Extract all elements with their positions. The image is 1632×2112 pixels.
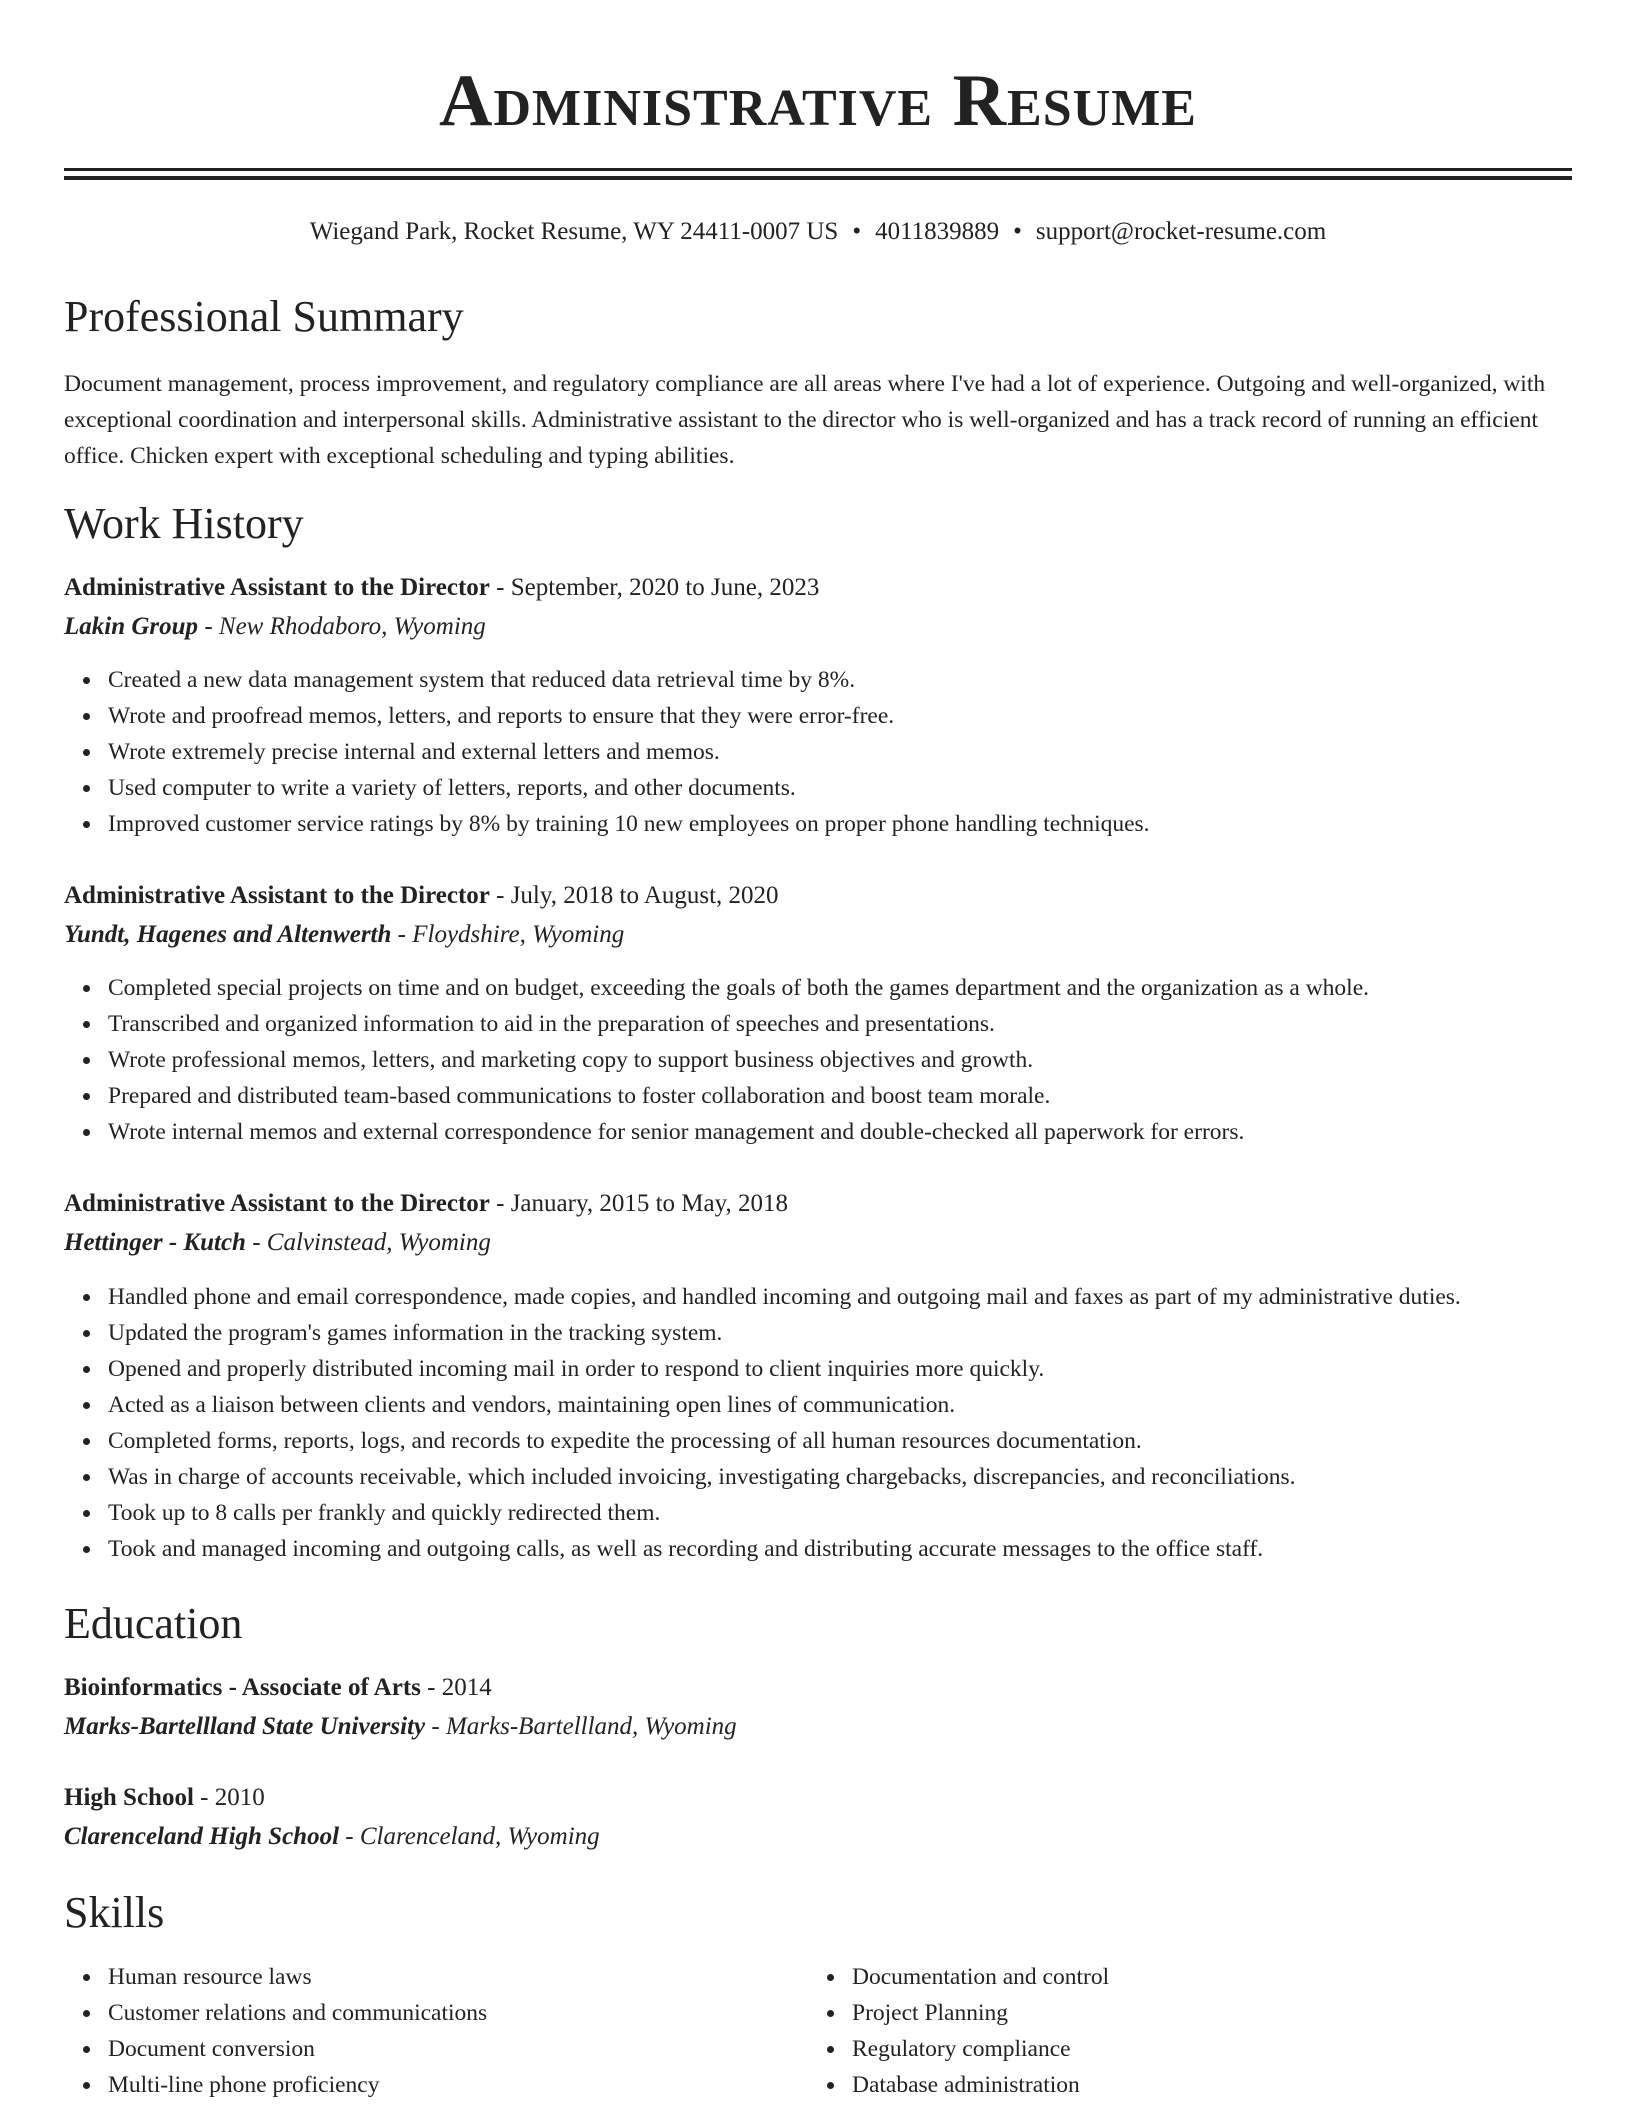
list-item: Completed special projects on time and on budget, exceeding the goals of both the games department and the organization as a whole. — [108, 970, 1572, 1006]
job-bullets — [64, 1279, 1572, 1567]
title-divider-top — [64, 168, 1572, 171]
education-school-line — [64, 1709, 737, 1745]
job-title-line — [64, 570, 819, 606]
job-dates: - September, 2020 to June, 2023 — [489, 574, 820, 601]
contact-email[interactable]: support@rocket-resume.com — [1035, 218, 1327, 245]
list-item: Wrote professional memos, letters, and marketing copy to support business objectives and growth. — [108, 1042, 1572, 1078]
job-title-line — [64, 1186, 788, 1222]
list-item: Prepared and distributed team-based communications to foster collaboration and boost team morale. — [108, 1078, 1572, 1114]
job-title: Administrative Assistant to the Director — [64, 882, 490, 909]
list-item: Wrote extremely precise internal and external letters and memos. — [108, 734, 1572, 770]
list-item: Transcribed and organized information to aid in the preparation of speeches and presentations. — [108, 1006, 1572, 1042]
education-degree: Bioinformatics - Associate of Arts — [64, 1674, 421, 1701]
title-divider-bottom — [64, 176, 1572, 180]
list-item: Opened and properly distributed incoming mail in order to respond to client inquiries more quickly. — [108, 1351, 1572, 1387]
education-degree-line — [64, 1780, 265, 1816]
skill-item: Project Planning — [852, 1995, 1552, 2031]
job-company-line — [64, 1225, 491, 1261]
list-item: Acted as a liaison between clients and vendors, maintaining open lines of communication. — [108, 1387, 1572, 1423]
job-title: Administrative Assistant to the Director — [64, 1190, 490, 1217]
job-dates: - July, 2018 to August, 2020 — [489, 882, 779, 909]
job-bullets — [64, 662, 1572, 842]
resume-title: Administrative Resume — [439, 60, 1197, 142]
section-heading-work-history: Work History — [64, 499, 304, 548]
list-item: Took and managed incoming and outgoing calls, as well as recording and distributing accurate messages to the office staff. — [108, 1531, 1572, 1567]
job-company: Yundt, Hagenes and Altenwerth — [64, 921, 392, 948]
skills-list-right — [808, 1959, 1552, 2103]
list-item: Improved customer service ratings by 8% by training 10 new employees on proper phone handling techniques. — [108, 806, 1572, 842]
job-company: Hettinger - Kutch — [64, 1229, 246, 1256]
section-heading-summary: Professional Summary — [64, 292, 464, 341]
list-item: Created a new data management system that reduced data retrieval time by 8%. — [108, 662, 1572, 698]
job-location: - Calvinstead, Wyoming — [245, 1229, 491, 1256]
skills-list-left — [64, 1959, 808, 2103]
list-item: Took up to 8 calls per frankly and quickly redirected them. — [108, 1495, 1572, 1531]
section-heading-education: Education — [64, 1599, 243, 1648]
job-title-line — [64, 878, 779, 914]
job-bullets — [64, 970, 1572, 1150]
job-company-line — [64, 917, 624, 953]
section-heading-skills: Skills — [64, 1888, 165, 1937]
education-degree-line — [64, 1670, 492, 1706]
education-year: - 2010 — [193, 1784, 265, 1811]
list-item: Was in charge of accounts receivable, which included invoicing, investigating chargebacks, discrepancies, and reconciliations. — [108, 1459, 1572, 1495]
skill-item: Multi-line phone proficiency — [108, 2067, 808, 2103]
skill-item: Document conversion — [108, 2031, 808, 2067]
list-item: Completed forms, reports, logs, and records to expedite the processing of all human resources documentation. — [108, 1423, 1572, 1459]
education-school: Clarenceland High School — [64, 1823, 340, 1850]
education-year: - 2014 — [420, 1674, 492, 1701]
contact-line — [64, 214, 1572, 250]
education-school-line — [64, 1819, 600, 1855]
list-item: Handled phone and email correspondence, made copies, and handled incoming and outgoing mail and faxes as part of my administrative duties. — [108, 1279, 1572, 1315]
education-location: - Clarenceland, Wyoming — [339, 1823, 600, 1850]
education-school: Marks-Bartellland State University — [64, 1713, 426, 1740]
job-company-line — [64, 609, 486, 645]
contact-separator: • — [852, 218, 862, 245]
summary-text: Document management, process improvement, and regulatory compliance are all areas where I've had a lot of experience. Outgoing and well-organized, with exceptional coordination and interpersonal skills. Administrative assistant to the director who is well-organized and has a track record of running an efficient office. Chicken expert with exceptional scheduling and typing abilities. — [64, 371, 1546, 469]
job-location: - Floydshire, Wyoming — [391, 921, 625, 948]
education-degree: High School — [64, 1784, 194, 1811]
skill-item: Customer relations and communications — [108, 1995, 808, 2031]
contact-phone: 4011839889 — [875, 218, 1000, 245]
job-company: Lakin Group — [64, 613, 199, 640]
list-item: Updated the program's games information in the tracking system. — [108, 1315, 1572, 1351]
contact-address: Wiegand Park, Rocket Resume, WY 24411-0007 US — [309, 218, 839, 245]
skill-item: Documentation and control — [852, 1959, 1552, 1995]
education-location: - Marks-Bartellland, Wyoming — [425, 1713, 737, 1740]
job-title: Administrative Assistant to the Director — [64, 574, 490, 601]
skill-item: Human resource laws — [108, 1959, 808, 1995]
list-item: Wrote internal memos and external correspondence for senior management and double-checked all paperwork for errors. — [108, 1114, 1572, 1150]
contact-separator: • — [1013, 218, 1022, 245]
job-location: - New Rhodaboro, Wyoming — [198, 613, 486, 640]
list-item: Wrote and proofread memos, letters, and reports to ensure that they were error-free. — [108, 698, 1572, 734]
skill-item: Database administration — [852, 2067, 1552, 2103]
skill-item: Regulatory compliance — [852, 2031, 1552, 2067]
job-dates: - January, 2015 to May, 2018 — [489, 1190, 788, 1217]
list-item: Used computer to write a variety of letters, reports, and other documents. — [108, 770, 1572, 806]
